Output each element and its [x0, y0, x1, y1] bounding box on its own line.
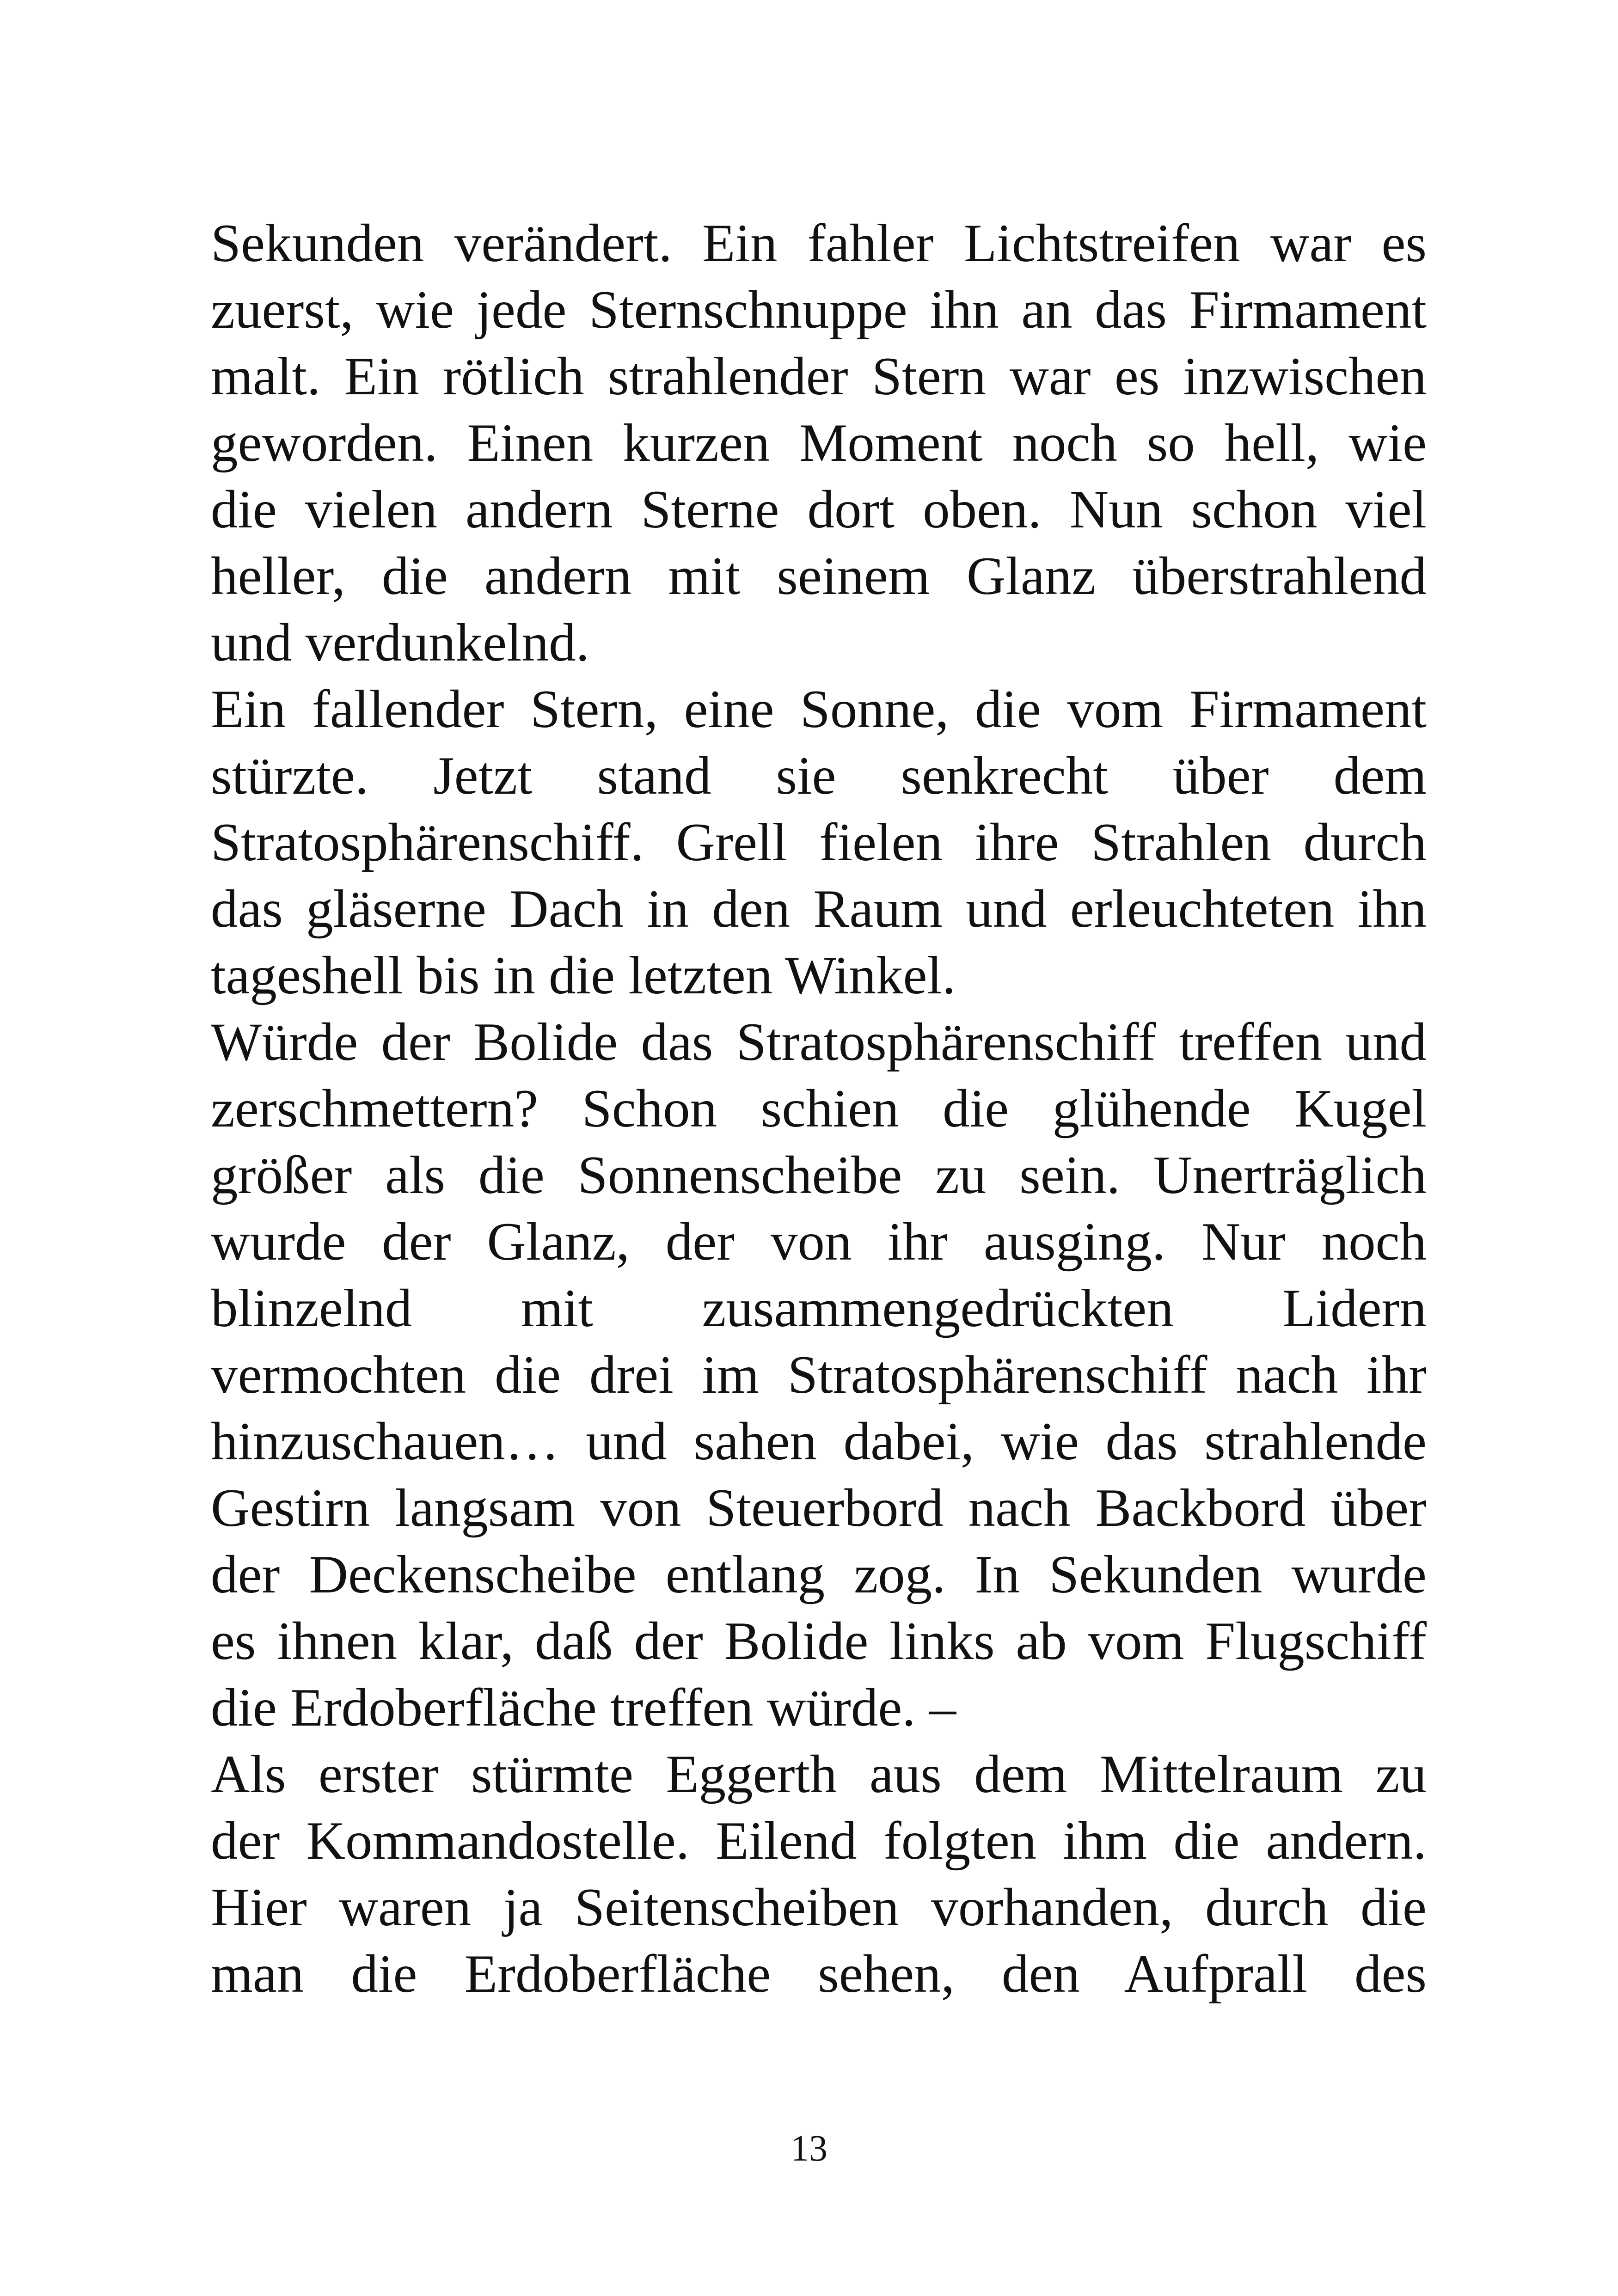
text-line: man die Erdoberfläche sehen, den Aufprall des	[211, 1944, 1427, 2004]
body-text	[211, 210, 1427, 2008]
text-line: blinzelnd mit zusammengedrückten Lidern	[211, 1279, 1427, 1338]
text-line: geworden. Einen kurzen Moment noch so hell, wie	[211, 413, 1427, 473]
text-line: der Deckenscheibe entlang zog. In Sekunden wurde	[211, 1545, 1427, 1604]
text-line: Gestirn langsam von Steuerbord nach Backbord über	[211, 1478, 1427, 1538]
text-line: zuerst, wie jede Sternschnuppe ihn an das Firmament	[211, 280, 1427, 340]
text-line: die vielen andern Sterne dort oben. Nun schon viel	[211, 480, 1427, 539]
text-line: Würde der Bolide das Stratosphärenschiff treffen und	[211, 1012, 1427, 1072]
text-line: heller, die andern mit seinem Glanz überstrahlend	[211, 546, 1427, 606]
text-line: Ein fallender Stern, eine Sonne, die vom Firmament	[211, 680, 1427, 739]
text-line: hinzuschauen… und sahen dabei, wie das strahlende	[211, 1412, 1427, 1471]
text-line: Als erster stürmte Eggerth aus dem Mittelraum zu	[211, 1745, 1427, 1804]
text-line: die Erdoberfläche treffen würde. –	[211, 1678, 956, 1738]
text-line: wurde der Glanz, der von ihr ausging. Nur noch	[211, 1212, 1427, 1272]
text-line: Sekunden verändert. Ein fahler Lichtstreifen war es	[211, 214, 1427, 273]
text-line: vermochten die drei im Stratosphärenschiff nach ihr	[211, 1345, 1427, 1405]
text-line: der Kommandostelle. Eilend folgten ihm die andern.	[211, 1811, 1427, 1871]
text-line: größer als die Sonnenscheibe zu sein. Unerträglich	[211, 1145, 1427, 1205]
text-line: zerschmettern? Schon schien die glühende Kugel	[211, 1079, 1427, 1139]
text-line: tageshell bis in die letzten Winkel.	[211, 946, 956, 1005]
text-line: das gläserne Dach in den Raum und erleuchteten ihn	[211, 879, 1427, 939]
text-line: und verdunkelnd.	[211, 613, 589, 673]
text-line: malt. Ein rötlich strahlender Stern war es inzwischen	[211, 347, 1427, 406]
text-line: Hier waren ja Seitenscheiben vorhanden, durch die	[211, 1878, 1427, 1937]
text-line: Stratosphärenschiff. Grell fielen ihre Strahlen durch	[211, 813, 1427, 872]
text-line: es ihnen klar, daß der Bolide links ab vom Flugschiff	[211, 1611, 1427, 1671]
page-number: 13	[791, 2128, 827, 2169]
text-line: stürzte. Jetzt stand sie senkrecht über dem	[211, 746, 1427, 806]
